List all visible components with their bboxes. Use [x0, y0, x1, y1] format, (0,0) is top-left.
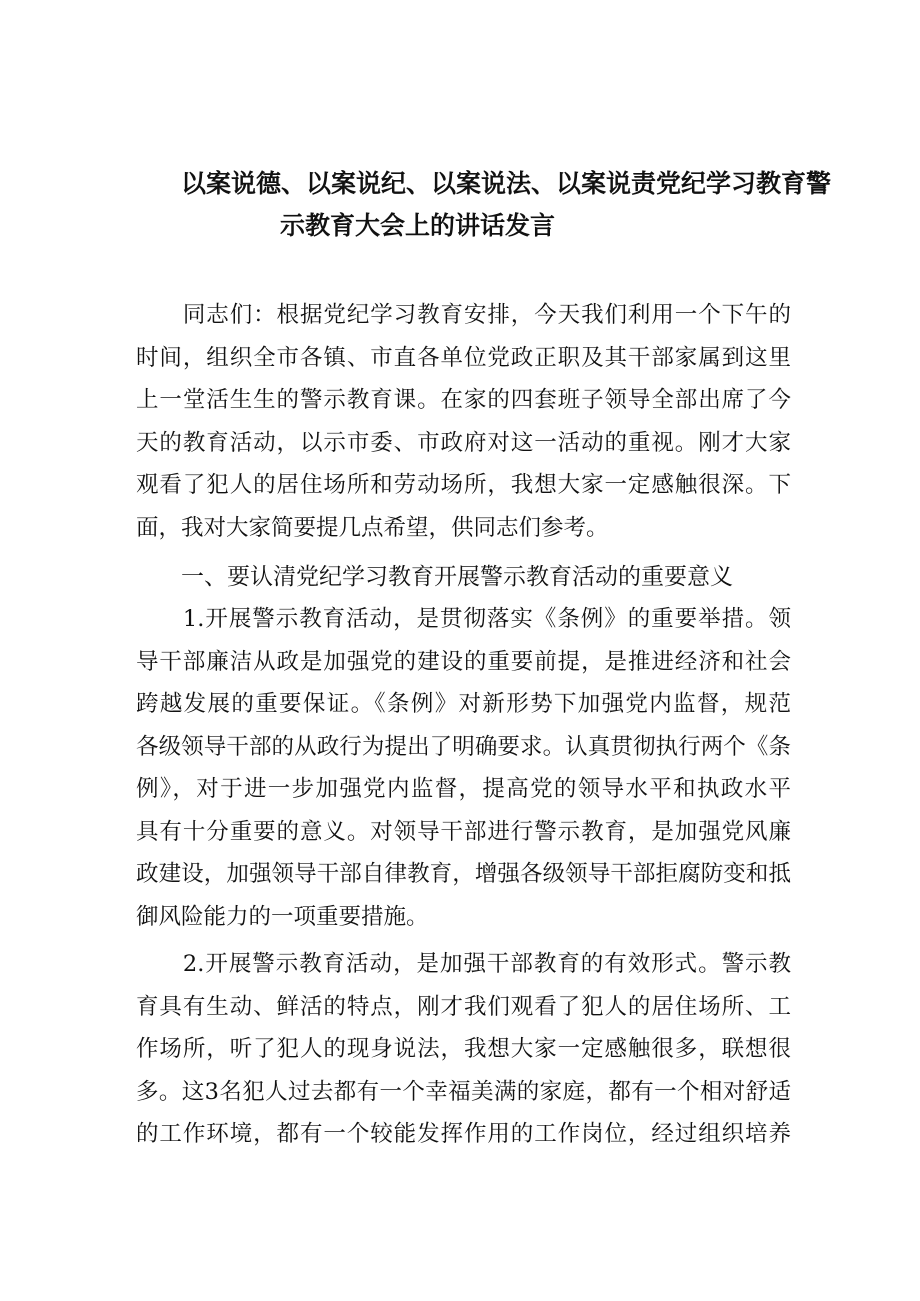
paragraph-line: 跨越发展的重要保证。《条例》对新形势下加强党内监督，规范 — [136, 691, 791, 717]
paragraph-line: 观看了犯人的居住场所和劳动场所，我想大家一定感触很深。下 — [136, 472, 791, 498]
paragraph-line: 导干部廉洁从政是加强党的建设的重要前提，是推进经济和社会 — [136, 648, 791, 675]
paragraph-point-2 — [136, 943, 791, 1156]
paragraph-line: 御风险能力的一项重要措施。 — [136, 903, 429, 930]
paragraph-point-1 — [136, 598, 791, 938]
paragraph-opening — [136, 294, 791, 549]
paragraph-line: 2.开展警示教育活动，是加强干部教育的有效形式。警示教 — [136, 951, 791, 977]
document-title-line-1: 以案说德、以案说纪、以案说法、以案说责党纪学习教育警 — [181, 169, 832, 198]
paragraph-line: 多。这3名犯人过去都有一个幸福美满的家庭，都有一个相对舒适 — [136, 1078, 791, 1105]
paragraph-line: 各级领导干部的从政行为提出了明确要求。认真贯彻执行两个《条 — [136, 733, 791, 760]
paragraph-line: 同志们：根据党纪学习教育安排，今天我们利用一个下午的 — [136, 302, 791, 328]
document-title-line-2: 示教育大会上的讲话发言 — [280, 211, 556, 240]
paragraph-line: 育具有生动、鲜活的特点，刚才我们观看了犯人的居住场所、工 — [136, 993, 791, 1020]
paragraph-line: 政建设，加强领导干部自律教育，增强各级领导干部拒腐防变和抵 — [136, 861, 791, 887]
paragraph-line: 时间，组织全市各镇、市直各单位党政正职及其干部家属到这里 — [136, 344, 791, 371]
paragraph-line: 作场所，听了犯人的现身说法，我想大家一定感触很多，联想很 — [136, 1036, 791, 1062]
paragraph-line: 天的教育活动，以示市委、市政府对这一活动的重视。刚才大家 — [136, 429, 791, 456]
paragraph-line: 具有十分重要的意义。对领导干部进行警示教育，是加强党风廉 — [136, 818, 791, 845]
paragraph-line: 上一堂活生生的警示教育课。在家的四套班子领导全部出席了今 — [136, 387, 791, 413]
paragraph-line: 的工作环境，都有一个较能发挥作用的工作岗位，经过组织培养 — [136, 1121, 791, 1147]
paragraph-line: 例》，对于进一步加强党内监督，提高党的领导水平和执政水平 — [136, 776, 791, 802]
paragraph-line: 面，我对大家简要提几点希望，供同志们参考。 — [136, 514, 609, 541]
section-heading-1: 一、要认清党纪学习教育开展警示教育活动的重要意义 — [181, 564, 733, 590]
paragraph-line: 1.开展警示教育活动，是贯彻落实《条例》的重要举措。领 — [136, 606, 791, 632]
